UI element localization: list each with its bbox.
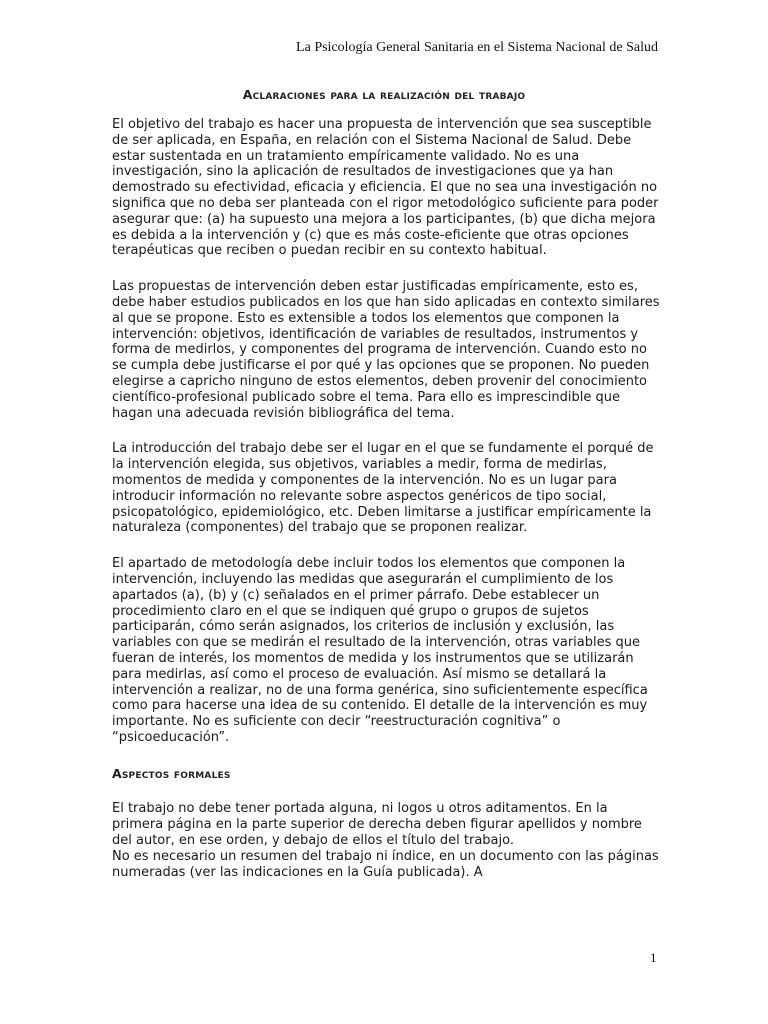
paragraph-aspectos-line-2: No es necesario un resumen del trabajo ni índice, en un documento con las páginas numeradas (ver las indicaciones en la Guía publicada). A [112,848,659,880]
document-body [112,117,662,880]
paragraph-aspectos-line-1: El trabajo no debe tener portada alguna, ni logos u otros aditamentos. En la primera página en la parte superior de derecha deben figurar apellidos y nombre del autor, en ese orden, y debajo de ellos el título del trabajo. [112,801,642,849]
paragraph-objetivo: El objetivo del trabajo es hacer una propuesta de intervención que sea susceptible de ser aplicada, en España, en relación con el Sistema Nacional de Salud. Debe estar sustentada en un tratamiento empíricamente validado. No es una investigación, sino la aplicación de resultados de investigaciones que ya han demostrado su efectividad, eficacia y eficiencia. El que no sea una investigación no significa que no deba ser planteada con el rigor metodológico suficiente para poder asegurar que: (a) ha supuesto una mejora a los participantes, (b) que dicha mejora es debida a la intervención y (c) que es más coste-eficiente que otras opciones terapéuticas que reciben o puedan recibir en su contexto habitual. [112,117,659,259]
paragraph-propuestas: Las propuestas de intervención deben estar justificadas empíricamente, esto es, debe haber estudios publicados en los que han sido aplicadas en contexto similares al que se propone. Esto es extensible a todos los elementos que componen la intervención: objetivos, identificación de variables de resultados, instrumentos y forma de medirlos, y componentes del programa de intervención. Cuando esto no se cumpla debe justificarse el por qué y las opciones que se proponen. No pueden elegirse a capricho ninguno de estos elementos, deben provenir del conocimiento científico-profesional publicado sobre el tema. Para ello es imprescindible que hagan una adecuada revisión bibliográfica del tema. [112,279,660,421]
page-number: 1 [650,950,657,965]
paragraph-introduccion: La introducción del trabajo debe ser el lugar en el que se fundamente el porqué de la intervención elegida, sus objetivos, variables a medir, forma de medirlas, momentos de medida y componentes de la intervención. No es un lugar para introducir información no relevante sobre aspectos genéricos de tipo social, psicopatológico, epidemiológico, etc. Deben limitarse a justificar empíricamente la naturaleza (componentes) del trabajo que se proponen realizar. [112,441,654,536]
section-heading-aclaraciones: Aclaraciones para la realización del trabajo [242,87,526,102]
running-header: La Psicología General Sanitaria en el Sistema Nacional de Salud [296,40,658,55]
paragraph-aspectos-formales [112,801,662,880]
section-heading-aspectos-formales: Aspectos formales [112,765,231,781]
paragraph-metodologia: El apartado de metodología debe incluir todos los elementos que componen la intervención, incluyendo las medidas que asegurarán el cumplimiento de los apartados (a), (b) y (c) señalados en el primer párrafo. Debe establecer un procedimiento claro en el que se indiquen qué grupo o grupos de sujetos participarán, cómo serán asignados, los criterios de inclusión y exclusión, las variables con que se medirán el resultado de la intervención, otras variables que fueran de interés, los momentos de medida y los instrumentos que se utilizarán para medirlas, así como el proceso de evaluación. Así mismo se detallará la intervención a realizar, no de una forma genérica, sino suficientemente específica como para hacerse una idea de su contenido. El detalle de la intervención es muy importante. No es suficiente con decir “reestructuración cognitiva” o “psicoeducación”. [112,556,648,745]
